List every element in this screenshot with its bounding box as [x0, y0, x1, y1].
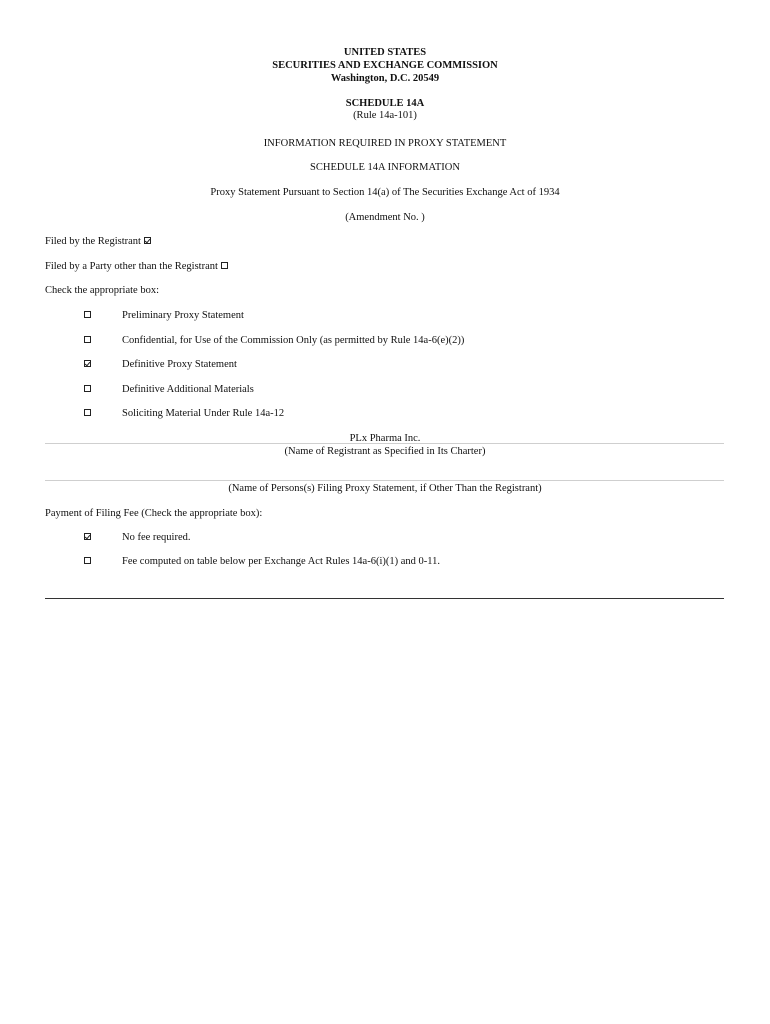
filer-caption: (Name of Persons(s) Filing Proxy Statement, if Other Than the Registrant): [228, 483, 542, 494]
filed-by-other-label: Filed by a Party other than the Registrant: [45, 261, 218, 272]
filed-by-registrant-label: Filed by the Registrant: [45, 236, 141, 247]
filed-by-registrant-row: [45, 235, 151, 248]
filed-by-registrant-checkbox[interactable]: [144, 237, 151, 244]
schedule-title: SCHEDULE 14A: [345, 98, 425, 109]
bottom-rule: [45, 598, 724, 599]
proxy-statement-heading: Proxy Statement Pursuant to Section 14(a) of The Securities Exchange Act of 1934: [210, 187, 560, 198]
payment-instruction: Payment of Filing Fee (Check the appropriate box):: [45, 508, 263, 519]
rule-reference: (Rule 14a-101): [353, 110, 417, 121]
fee-checkbox-no-fee[interactable]: [84, 533, 91, 540]
fee-label-computed: Fee computed on table below per Exchange Act Rules 14a-6(i)(1) and 0-11.: [122, 556, 441, 567]
header-country: UNITED STATES: [343, 47, 427, 58]
option-checkbox-soliciting[interactable]: [84, 409, 91, 416]
registrant-caption: (Name of Registrant as Specified in Its Charter): [284, 446, 486, 457]
schedule-info-heading: SCHEDULE 14A INFORMATION: [310, 162, 460, 173]
header-commission: SECURITIES AND EXCHANGE COMMISSION: [272, 60, 498, 71]
option-label-confidential: Confidential, for Use of the Commission Only (as permitted by Rule 14a-6(e)(2)): [122, 335, 465, 346]
registrant-divider: [45, 443, 724, 444]
option-label-definitive: Definitive Proxy Statement: [122, 359, 237, 370]
option-label-additional: Definitive Additional Materials: [122, 384, 254, 395]
filed-by-other-checkbox[interactable]: [221, 262, 228, 269]
check-box-instruction: Check the appropriate box:: [45, 285, 160, 296]
filed-by-other-row: [45, 260, 228, 273]
option-checkbox-confidential[interactable]: [84, 336, 91, 343]
fee-checkbox-computed[interactable]: [84, 557, 91, 564]
fee-label-no-fee: No fee required.: [122, 532, 191, 543]
header-address: Washington, D.C. 20549: [330, 73, 440, 84]
option-label-preliminary: Preliminary Proxy Statement: [122, 310, 244, 321]
registrant-name: PLx Pharma Inc.: [349, 433, 421, 444]
option-checkbox-additional[interactable]: [84, 385, 91, 392]
amendment-line: (Amendment No. ): [345, 212, 425, 223]
option-label-soliciting: Soliciting Material Under Rule 14a-12: [122, 408, 285, 419]
option-checkbox-preliminary[interactable]: [84, 311, 91, 318]
option-checkbox-definitive[interactable]: [84, 360, 91, 367]
info-required-heading: INFORMATION REQUIRED IN PROXY STATEMENT: [263, 138, 507, 149]
filer-divider: [45, 480, 724, 481]
